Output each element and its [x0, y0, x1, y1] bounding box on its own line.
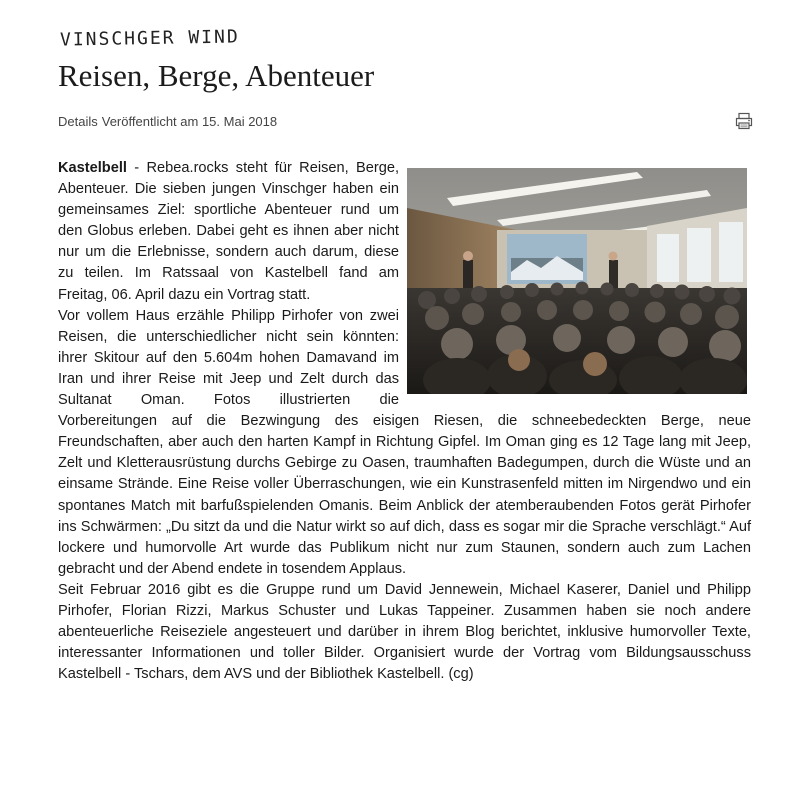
meta-label: Details: [58, 114, 98, 129]
published-date: Veröffentlicht am 15. Mai 2018: [101, 114, 278, 129]
handwritten-note: VINSCHGER WIND: [59, 26, 240, 51]
printer-icon-graphic: [735, 112, 753, 130]
paragraph-1-text: - Rebea.rocks steht für Reisen, Berge, Abenteuer. Die sieben jungen Vinschger haben ein gemeinsames Ziel: sportliche Abenteuer rund um den Globus erleben. Dabei geht es ihnen aber nicht nur um die Erlebnisse, sondern auch darum, diese zu teilen. Im Ratssaal von Kastelbell fand am Freitag, 06. April dazu ein Vortrag statt.: [58, 160, 399, 303]
dateline: Kastelbell: [58, 160, 127, 176]
article-meta: [58, 114, 277, 129]
photo-spacer: [399, 158, 751, 394]
printer-icon[interactable]: [735, 112, 753, 130]
article-body: [58, 158, 751, 685]
article-title: Reisen, Berge, Abenteuer: [58, 58, 375, 93]
paragraph-3: Seit Februar 2016 gibt es die Gruppe rund um David Jennewein, Michael Kaserer, Daniel und Philipp Pirhofer, Florian Rizzi, Markus Schuster und Lukas Tappeiner. Zusammen haben sie noch andere abenteuerliche Reiseziele angesteuert und darüber in ihrem Blog berichtet, inklusive humorvoller Texte, interessanter Informationen und toller Bilder. Organisiert wurde der Vortrag vom Bildungsausschuss Kastelbell - Tschars, dem AVS und der Bibliothek Kastelbell. (cg): [58, 581, 751, 683]
paragraph-2: Vor vollem Haus erzähle Philipp Pirhofer von zwei Reisen, die unterschiedlicher nicht sein könnten: ihrer Skitour auf den 5.604m hohen Damavand im Iran und ihrer Reise mit Jeep und Zelt durch das Sultanat Oman. Fotos illustrierten die Vorbereitungen auf die Bezwingung des eisigen Riesen, die schneebedeckten Berge, neue Freundschaften, aber auch den harten Kampf in Richtung Gipfel. Im Oman ging es 12 Tage lang mit Jeep, Zelt und Kletterausrüstung durchs Gebirge zu Oasen, traumhaften Badegumpen, durch die Wüste und an einsame Strände. Eine Reise voller Überraschungen, wie ein Kunstrasenfeld mitten im Nirgendwo und ein spontanes Match mit barfußspielenden Omanis. Beim Anblick der atemberaubenden Fotos gerät Pirhofer ins Schwärmen: „Du sitzt da und die Natur wirkt so auf dich, dass es sogar mir die Sprache verschlägt.“ Auf lockere und humorvolle Art wurde das Publikum nicht nur zum Staunen, sondern auch zum Lachen gebracht und der Abend endete in tosendem Applaus.: [58, 307, 751, 577]
